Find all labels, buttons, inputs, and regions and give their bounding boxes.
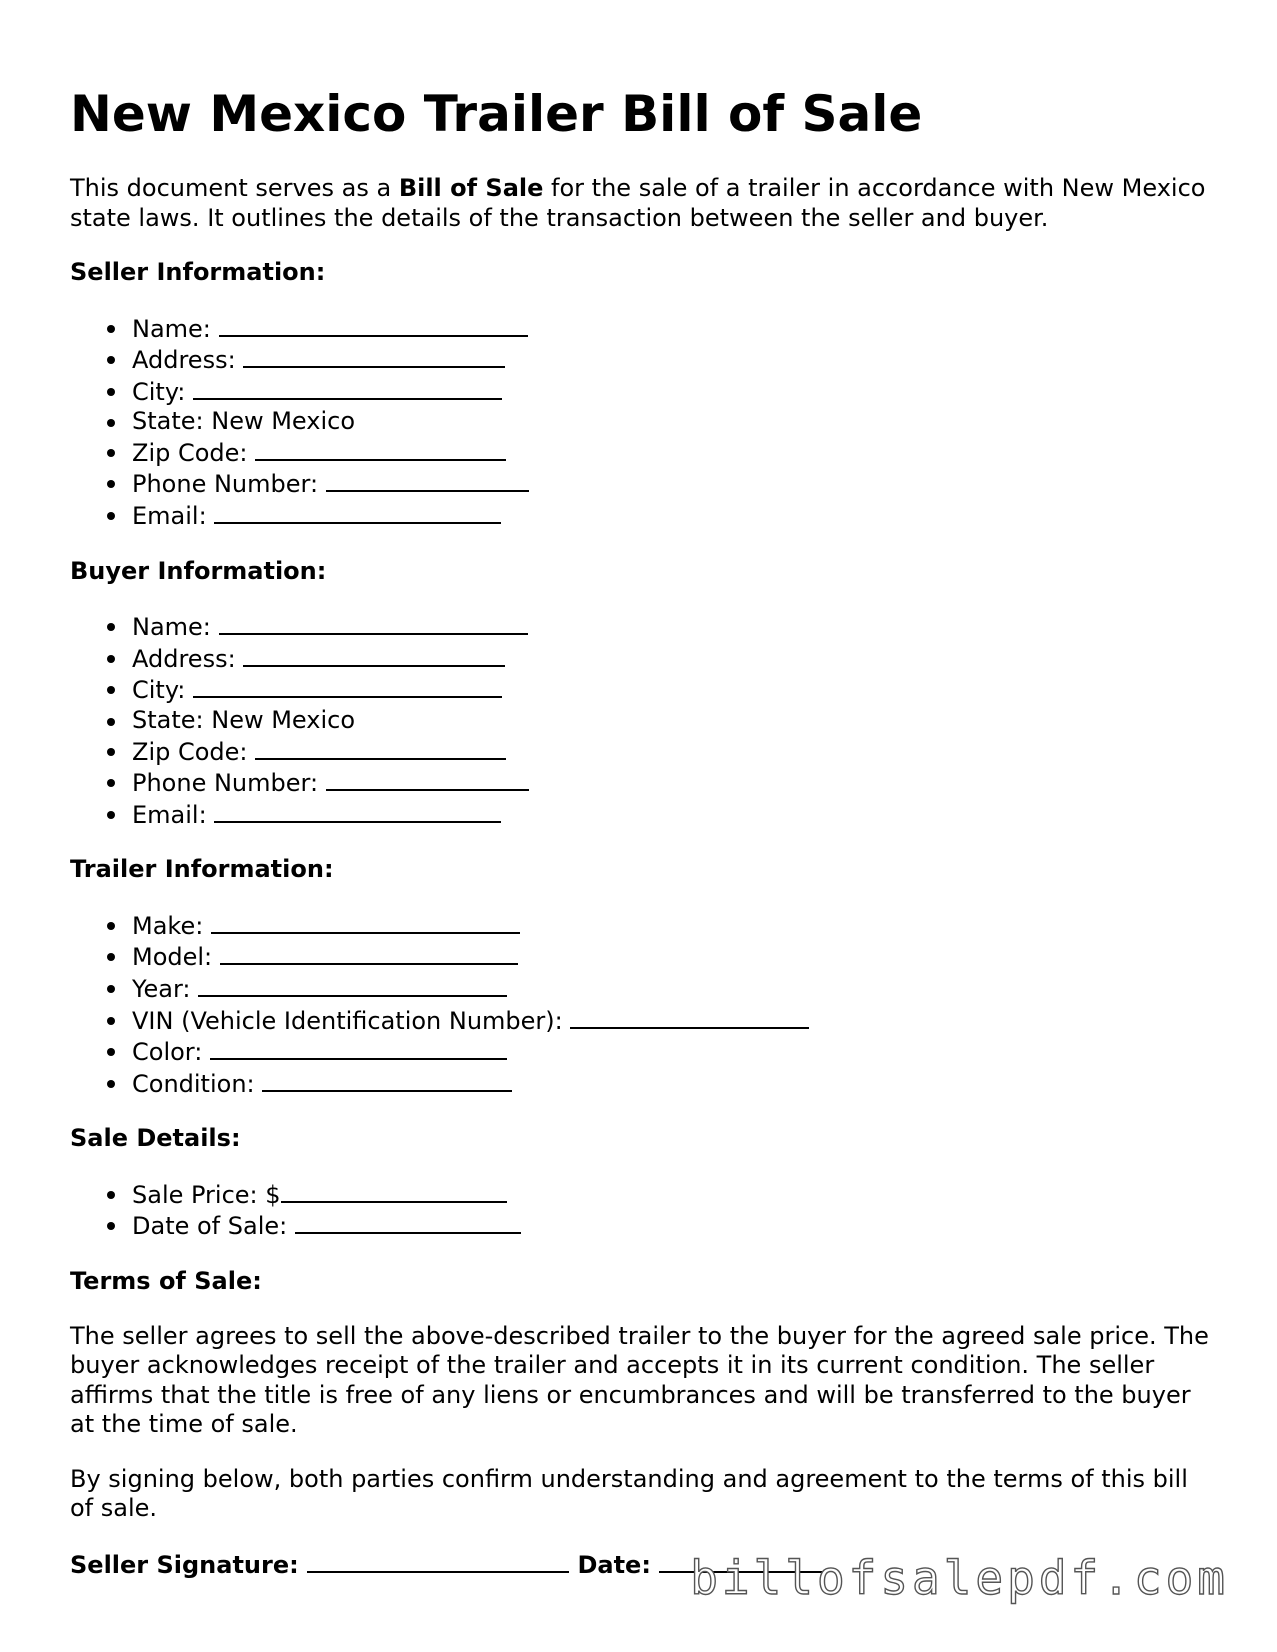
sale-price-blank[interactable]: [281, 1179, 507, 1203]
intro-paragraph: [70, 174, 1210, 233]
trailer-model-blank[interactable]: [220, 941, 518, 965]
trailer-vin-item: [132, 1005, 1210, 1037]
sale-date-item: [132, 1210, 1210, 1242]
buyer-phone-label: Phone Number:: [132, 769, 326, 798]
trailer-model-label: Model:: [132, 943, 220, 972]
trailer-list: [70, 910, 1210, 1100]
sale-heading: Sale Details:: [70, 1124, 241, 1153]
trailer-color-item: [132, 1036, 1210, 1068]
buyer-heading: Buyer Information:: [70, 556, 327, 585]
trailer-condition-blank[interactable]: [262, 1068, 512, 1092]
seller-email-blank[interactable]: [214, 500, 501, 524]
buyer-state-label: State: New Mexico: [132, 705, 356, 734]
buyer-phone-blank[interactable]: [326, 767, 529, 791]
seller-city-label: City:: [132, 377, 194, 406]
buyer-list: [70, 611, 1210, 830]
seller-zip-item: [132, 437, 1210, 469]
terms-paragraph: The seller agrees to sell the above-described trailer to the buyer for the agreed sale price. The buyer acknowledges receipt of the trailer and accepts it in its current condition. The seller affirms that the title is free of any liens or encumbrances and will be transferred to the buyer at the time of sale.: [70, 1321, 1209, 1439]
seller-state-label: State: New Mexico: [132, 407, 356, 436]
trailer-vin-blank[interactable]: [570, 1005, 809, 1029]
document-title: New Mexico Trailer Bill of Sale: [70, 85, 923, 143]
buyer-address-item: [132, 643, 1210, 675]
seller-address-blank[interactable]: [243, 344, 505, 368]
buyer-email-label: Email:: [132, 800, 215, 829]
seller-phone-label: Phone Number:: [132, 470, 326, 499]
buyer-zip-label: Zip Code:: [132, 737, 256, 766]
sale-price-label: Sale Price: $: [132, 1180, 281, 1209]
trailer-condition-label: Condition:: [132, 1069, 263, 1098]
trailer-year-item: [132, 973, 1210, 1005]
seller-phone-blank[interactable]: [326, 468, 529, 492]
trailer-make-label: Make:: [132, 911, 211, 940]
seller-address-label: Address:: [132, 346, 244, 375]
seller-address-item: [132, 344, 1210, 376]
sale-price-item: [132, 1179, 1210, 1211]
bill-of-sale-document: [70, 84, 1210, 1580]
seller-city-blank[interactable]: [193, 376, 502, 400]
seller-zip-label: Zip Code:: [132, 438, 256, 467]
buyer-phone-item: [132, 767, 1210, 799]
intro-text-2: for the sale of a trailer in accordance with New Mexico state laws. It outlines the details of the transaction between the seller and buyer.: [70, 174, 1206, 232]
trailer-year-label: Year:: [132, 975, 199, 1003]
intro-text-1: This document serves as a: [70, 174, 399, 202]
trailer-make-blank[interactable]: [211, 910, 520, 934]
trailer-year-blank[interactable]: [198, 973, 507, 997]
agreement-paragraph: By signing below, both parties confirm understanding and agreement to the terms of this bill of sale.: [70, 1464, 1188, 1523]
seller-email-label: Email:: [132, 502, 215, 531]
trailer-vin-label: VIN (Vehicle Identification Number):: [132, 1006, 571, 1035]
seller-name-label: Name:: [132, 314, 219, 343]
trailer-color-blank[interactable]: [210, 1036, 507, 1060]
buyer-address-label: Address:: [132, 644, 244, 673]
trailer-model-item: [132, 941, 1210, 973]
seller-state-item: [132, 407, 1210, 437]
buyer-name-label: Name:: [132, 613, 219, 642]
buyer-email-item: [132, 799, 1210, 831]
trailer-heading: Trailer Information:: [70, 855, 334, 884]
sale-list: [70, 1179, 1210, 1242]
seller-name-item: [132, 313, 1210, 345]
trailer-make-item: [132, 910, 1210, 942]
trailer-color-label: Color:: [132, 1038, 210, 1067]
buyer-address-blank[interactable]: [243, 643, 505, 667]
sale-date-label: Date of Sale:: [132, 1212, 295, 1241]
seller-heading: Seller Information:: [70, 258, 326, 286]
buyer-zip-item: [132, 736, 1210, 768]
seller-signature-label: Seller Signature:: [70, 1550, 308, 1579]
watermark-text: billofsalepdf.com: [690, 1551, 1229, 1605]
buyer-city-blank[interactable]: [193, 674, 502, 698]
seller-city-item: [132, 376, 1210, 408]
terms-heading: Terms of Sale:: [70, 1267, 262, 1296]
seller-zip-blank[interactable]: [255, 437, 506, 461]
seller-signature-blank[interactable]: [307, 1549, 569, 1573]
buyer-city-label: City:: [132, 676, 194, 705]
seller-phone-item: [132, 468, 1210, 500]
buyer-name-blank[interactable]: [219, 611, 528, 635]
buyer-state-item: [132, 706, 1210, 736]
trailer-condition-item: [132, 1068, 1210, 1100]
buyer-email-blank[interactable]: [214, 799, 501, 823]
seller-list: [70, 313, 1210, 532]
buyer-zip-blank[interactable]: [255, 736, 506, 760]
buyer-city-item: [132, 674, 1210, 706]
signature-date-label: Date:: [577, 1550, 660, 1579]
seller-email-item: [132, 500, 1210, 532]
buyer-name-item: [132, 611, 1210, 643]
sale-date-blank[interactable]: [295, 1210, 521, 1234]
intro-bold-term: Bill of Sale: [398, 174, 544, 202]
seller-name-blank[interactable]: [219, 313, 528, 337]
